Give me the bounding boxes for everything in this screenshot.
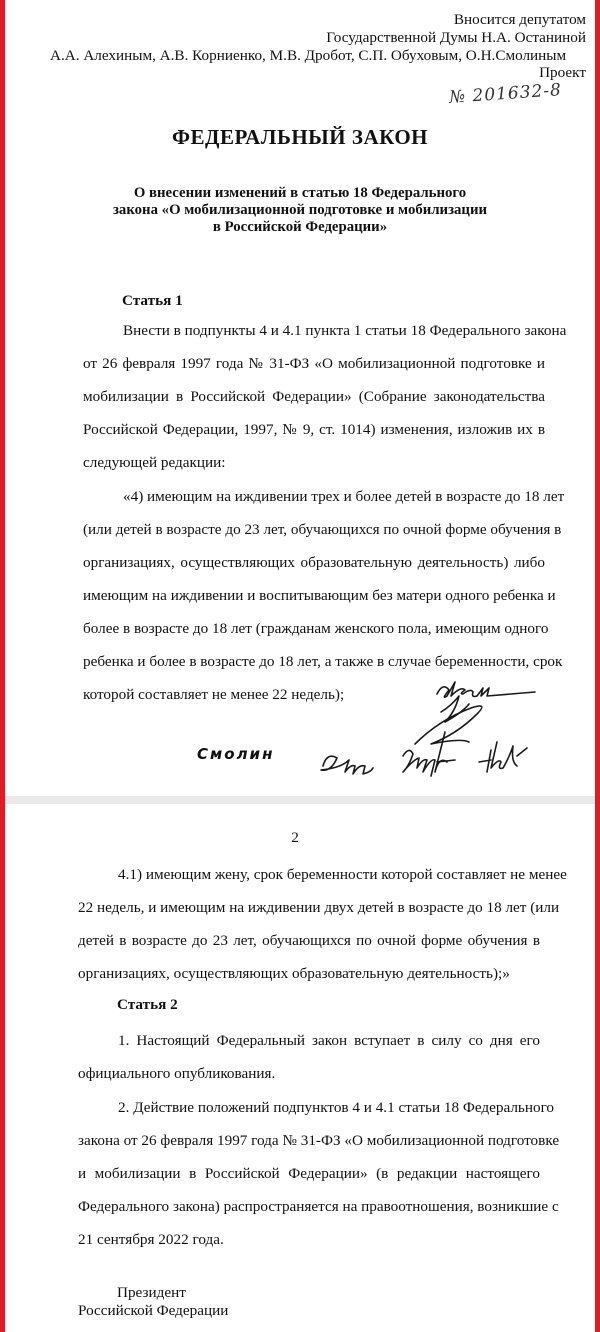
article-1-p1-line-5: следующей редакции: xyxy=(83,454,226,471)
article-2-p1-line-2: официального опубликования. xyxy=(78,1065,276,1082)
footer-line-2: Российской Федерации xyxy=(78,1302,229,1319)
article-1-p2-line-6: ребенка и более в возрасте до 18 лет, а также в случае беременности, срок xyxy=(83,653,563,670)
article-1-heading: Статья 1 xyxy=(122,292,183,309)
article-1-p2-line-7: которой составляет не менее 22 недель); xyxy=(83,686,345,703)
subtitle-line-1: О внесении изменений в статью 18 Федерального xyxy=(133,185,467,201)
article-2-p2-line-5: 21 сентября 2022 года. xyxy=(78,1231,224,1248)
article-1-p1-line-2: от 26 февраля 1997 года № 31-ФЗ «О мобилизационной подготовке и xyxy=(83,355,545,372)
article-1-p1-line-4: Российской Федерации, 1997, № 9, ст. 1014) изменения, изложив их в xyxy=(83,421,545,438)
article-1-p2-line-1: «4) имеющим на иждивении трех и более детей в возрасте до 18 лет xyxy=(123,488,565,505)
document-title: ФЕДЕРАЛЬНЫЙ ЗАКОН xyxy=(172,125,428,149)
article-1-p1-line-1: Внести в подпункты 4 и 4.1 пункта 1 статьи 18 Федерального закона xyxy=(123,322,567,339)
article-1-p2-line-5: более в возрасте до 18 лет (гражданам женского пола, имеющим одного xyxy=(83,620,549,637)
article-1-p1-line-3: мобилизации в Российской Федерации» (Собрание законодательства xyxy=(83,388,545,405)
article-2-p2-line-1: 2. Действие положений подпунктов 4 и 4.1 статьи 18 Федерального xyxy=(118,1099,555,1116)
article-1-p2-line-3: организациях, осуществляющих образовательную деятельность) либо xyxy=(83,554,545,571)
subtitle-line-3: в Российской Федерации» xyxy=(212,219,388,235)
article-1-p2-line-4: имеющим на иждивении и воспитывающим без матери одного ребенка и xyxy=(83,587,556,604)
article-1-p2-line-2: (или детей в возрасте до 23 лет, обучающихся по очной форме обучения в xyxy=(83,521,562,538)
article-2-p1-line-1: 1. Настоящий Федеральный закон вступает в силу со дня его xyxy=(118,1032,540,1049)
article-1-p3-line-3: детей в возрасте до 23 лет, обучающихся по очной форме обучения в xyxy=(78,932,540,949)
article-2-p2-line-2: закона от 26 февраля 1997 года № 31-ФЗ «О мобилизационной подготовке xyxy=(78,1132,560,1149)
registration-number: № 201632-8 xyxy=(448,80,563,108)
header-line-3: А.А. Алехиным, А.В. Корниенко, М.В. Дробот, С.П. Обуховым, О.Н.Смолиным xyxy=(50,47,567,64)
page-gap xyxy=(5,796,595,804)
footer-line-1: Президент xyxy=(117,1284,186,1301)
header-line-4: Проект xyxy=(539,64,586,81)
handwritten-signatures xyxy=(5,0,595,796)
article-1-p3-line-1: 4.1) имеющим жену, срок беременности которой составляет не менее xyxy=(118,866,567,883)
subtitle-line-2: закона «О мобилизационной подготовке и мобилизации xyxy=(112,202,488,218)
signature-stamp: Смолин xyxy=(197,745,275,763)
header-line-2: Государственной Думы Н.А. Останиной xyxy=(326,29,586,46)
document-page-1 xyxy=(5,0,595,796)
article-2-p2-line-3: и мобилизации в Российской Федерации» (в редакции настоящего xyxy=(78,1165,540,1182)
article-2-heading: Статья 2 xyxy=(117,996,178,1013)
article-2-p2-line-4: Федерального закона) распространяется на правоотношения, возникшие с xyxy=(78,1198,559,1215)
article-1-p3-line-4: организациях, осуществляющих образовательную деятельность);» xyxy=(78,965,510,982)
right-red-border xyxy=(595,0,600,1332)
article-1-p3-line-2: 22 недель, и имеющим на иждивении двух детей в возрасте до 18 лет (или xyxy=(78,899,560,916)
page-number: 2 xyxy=(291,829,299,846)
header-line-1: Вносится депутатом xyxy=(453,11,586,28)
